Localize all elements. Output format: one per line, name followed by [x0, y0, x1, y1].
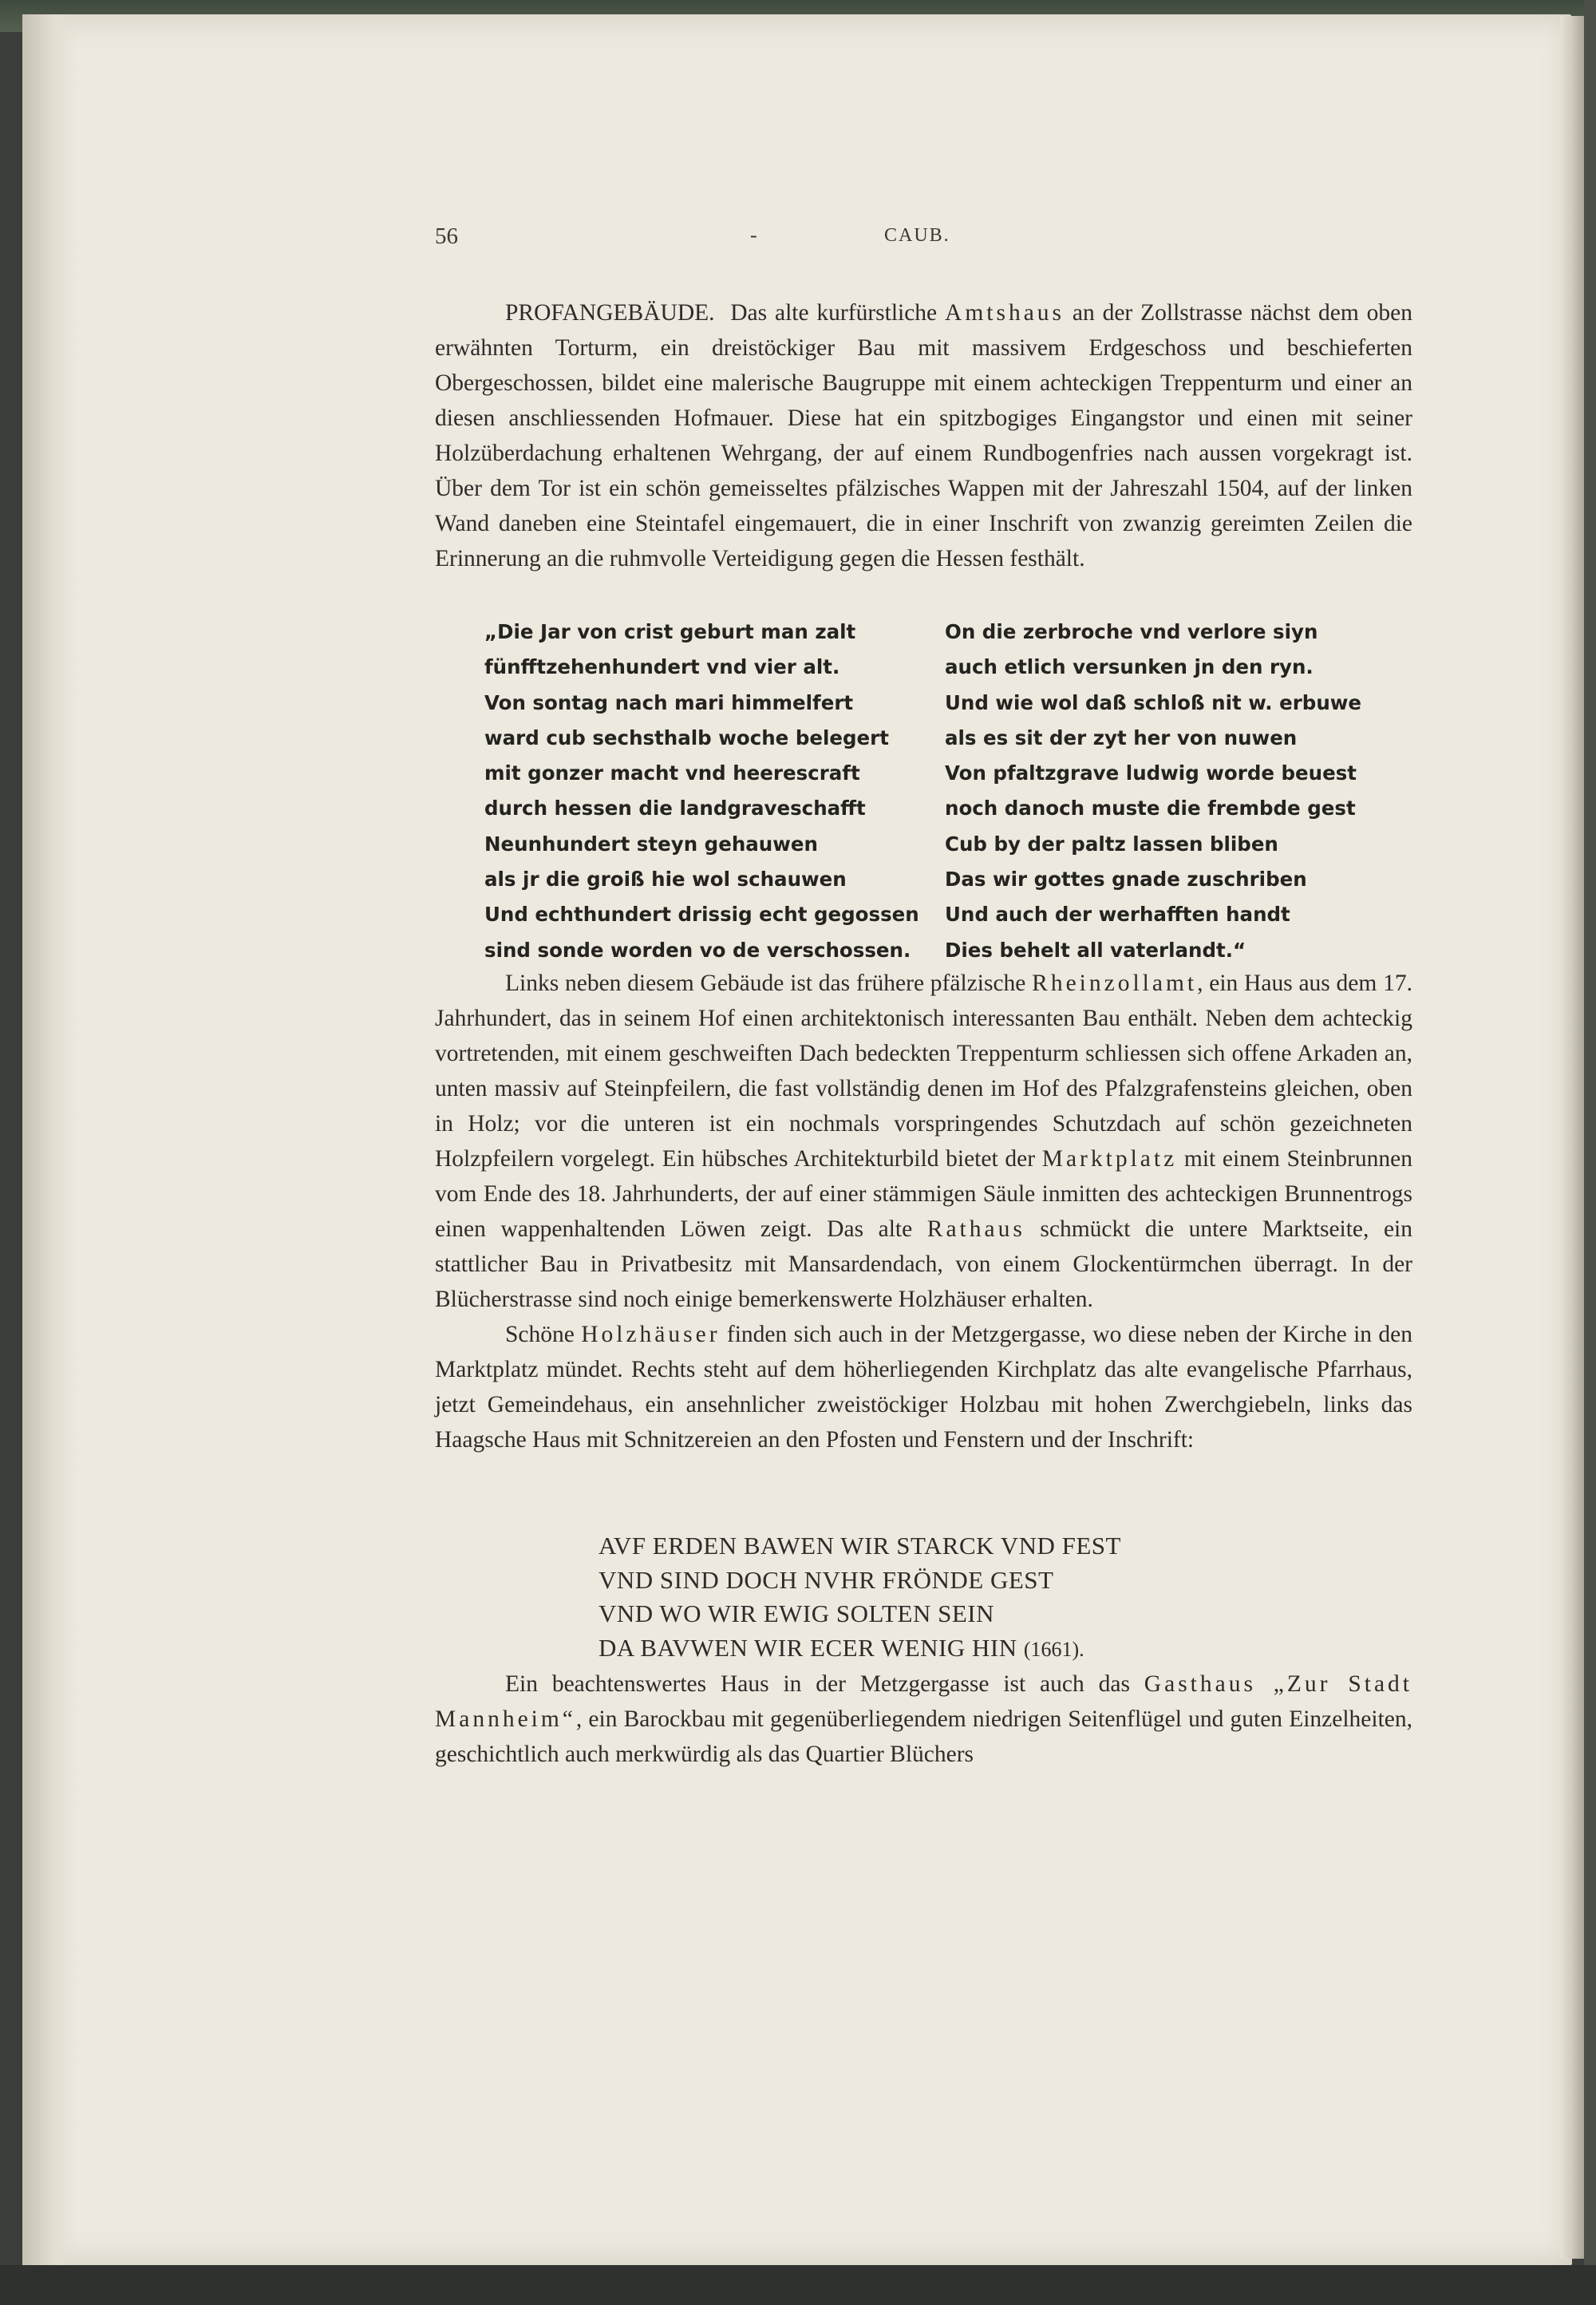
verse-line: mit gonzer macht vnd heerescraft [484, 761, 860, 785]
scan-background [0, 2265, 1596, 2305]
verse-line: Neunhundert steyn gehauwen [484, 832, 818, 856]
verse-line: Von sontag nach mari himmelfert [484, 690, 854, 714]
inscription-line: VND WO WIR EWIG SOLTEN SEIN [598, 1599, 994, 1627]
verse-line: Und auch der werhafften handt [945, 903, 1290, 927]
inscription-line: VND SIND DOCH NVHR FRÖNDE GEST [598, 1565, 1054, 1594]
page-number: 56 [435, 223, 458, 249]
verse-line: Und wie wol daß schloß nit w. erbuwe [945, 690, 1362, 714]
verse-line: noch danoch muste die frembde gest [945, 797, 1356, 820]
verse-line: Von pfaltzgrave ludwig worde beuest [945, 761, 1357, 785]
running-head [435, 223, 1416, 255]
term-holzhaeuser: Holzhäuser [581, 1322, 721, 1347]
book-cover-right [1584, 0, 1596, 2305]
verse-line: auch etlich versunken jn den ryn. [945, 655, 1314, 679]
paragraph-amtshaus: PROFANGEBÄUDE. Das alte kurfürstliche Amtshaus an der Zollstrasse nächst dem oben erwähnten Torturm, ein dreistöckiger Bau mit massivem Erdgeschoss und beschieferten Obergeschossen, bildet eine malerische Baugruppe mit einem achteckigen Treppenturm und einer an diesen anschliessenden Hofmauer. Diese hat ein spitzbogiges Eingangstor und einen mit seiner Holzüberdachung erhaltenen Wehrgang, der auf einem Rundbogenfries nach aussen vorgekragt ist. Über dem Tor ist ein schön gemeisseltes pfälzisches Wappen mit der Jahreszahl 1504, auf der linken Wand daneben eine Steintafel eingemauert, die in einer Inschrift von zwanzig gereimten Zeilen die Erinnerung an die ruhmvolle Verteidigung gegen die Hessen festhält. [435, 300, 1412, 571]
page-gutter [22, 14, 78, 2265]
house-inscription [598, 1529, 1121, 1666]
term-rheinzollamt: Rheinzollamt [1032, 971, 1198, 996]
paragraph-gasthaus: Ein beachtenswertes Haus in der Metzgergasse ist auch das Gasthaus „Zur Stadt Mannheim“, ein Barockbau mit gegenüberliegendem niedrigen Seitenflügel und guten Einzelheiten, geschichtlich auch merkwürdig als das Quartier Blüchers [435, 1671, 1412, 1767]
verse-right-column [945, 615, 1361, 968]
term-marktplatz: Marktplatz [1041, 1146, 1178, 1172]
verse-line: Dies behelt all vaterlandt.“ [945, 938, 1246, 962]
inscription-line: DA BAVWEN WIR ECER WENIG HIN (1661). [598, 1633, 1084, 1662]
verse-line: ward cub sechsthalb woche belegert [484, 726, 889, 749]
running-title: CAUB. [884, 225, 950, 246]
term-rathaus: Rathaus [926, 1216, 1025, 1242]
text-block-2 [435, 966, 1412, 1457]
verse-left-column [484, 615, 919, 968]
paragraph-rheinzollamt: Links neben diesem Gebäude ist das frühere pfälzische Rheinzollamt, ein Haus aus dem 17. Jahrhundert, das in seinem Hof einen architektonisch interessanten Bau enthält. Neben dem achteckig vortretenden, mit einem geschweiften Dach bedeckten Treppenturm schliessen sich offene Arkaden an, unten massiv auf Steinpfeilern, die fast vollständig denen im Hof des Pfalzgrafensteins gleichen, oben in Holz; vor die unteren ist ein nochmals vorspringendes Schutzdach auf schön gezeichneten Holzpfeilern vorgelegt. Ein hübsches Architekturbild bietet der Marktplatz mit einem Steinbrunnen vom Ende des 18. Jahrhunderts, der auf einer stämmigen Säule inmitten des achteckigen Brunnentrogs einen wappenhaltenden Löwen zeigt. Das alte Rathaus schmückt die untere Marktseite, ein stattlicher Bau in Privatbesitz mit Mansardendach, von einem Glockentürmchen überragt. In der Blücherstrasse sind noch einige bemerkenswerte Holzhäuser erhalten. [435, 971, 1413, 1312]
inscription-line: AVF ERDEN BAWEN WIR STARCK VND FEST [598, 1532, 1121, 1560]
verse-line: Und echthundert drissig echt gegossen [484, 903, 919, 927]
verse-line: durch hessen die landgraveschafft [484, 797, 866, 820]
verse-line: fünfftzehenhundert vnd vier alt. [484, 655, 840, 679]
term-amtshaus: Amtshaus [945, 300, 1065, 326]
verse-line: „Die Jar von crist geburt man zalt [484, 620, 856, 643]
paragraph-holzhaeuser: Schöne Holzhäuser finden sich auch in der Metzgergasse, wo diese neben der Kirche in den Marktplatz mündet. Rechts steht auf dem höherliegenden Kirchplatz das alte evangelische Pfarrhaus, jetzt Gemeindehaus, ein ansehnlicher zweistöckiger Holzbau mit hohen Zwerchgiebeln, links das Haagsche Haus mit Schnitzereien an den Pfosten und Fenstern und der Inschrift: [435, 1322, 1412, 1453]
verse-line: Cub by der paltz lassen bliben [945, 832, 1278, 856]
term-gasthaus: Gasthaus „Zur Stadt Mannheim“ [435, 1671, 1412, 1732]
verse-line: Das wir gottes gnade zuschriben [945, 868, 1307, 892]
verse-line: als jr die groiß hie wol schauwen [484, 868, 847, 892]
verse-line: On die zerbroche vnd verlore siyn [945, 620, 1318, 643]
page-edge [1560, 16, 1584, 2259]
verse-line: als es sit der zyt her von nuwen [945, 726, 1298, 749]
section-heading: PROFANGEBÄUDE. [505, 300, 715, 326]
verse-line: sind sonde worden vo de verschossen. [484, 938, 911, 962]
inscription-year: (1661). [1023, 1637, 1084, 1661]
head-dash: - [750, 223, 757, 247]
